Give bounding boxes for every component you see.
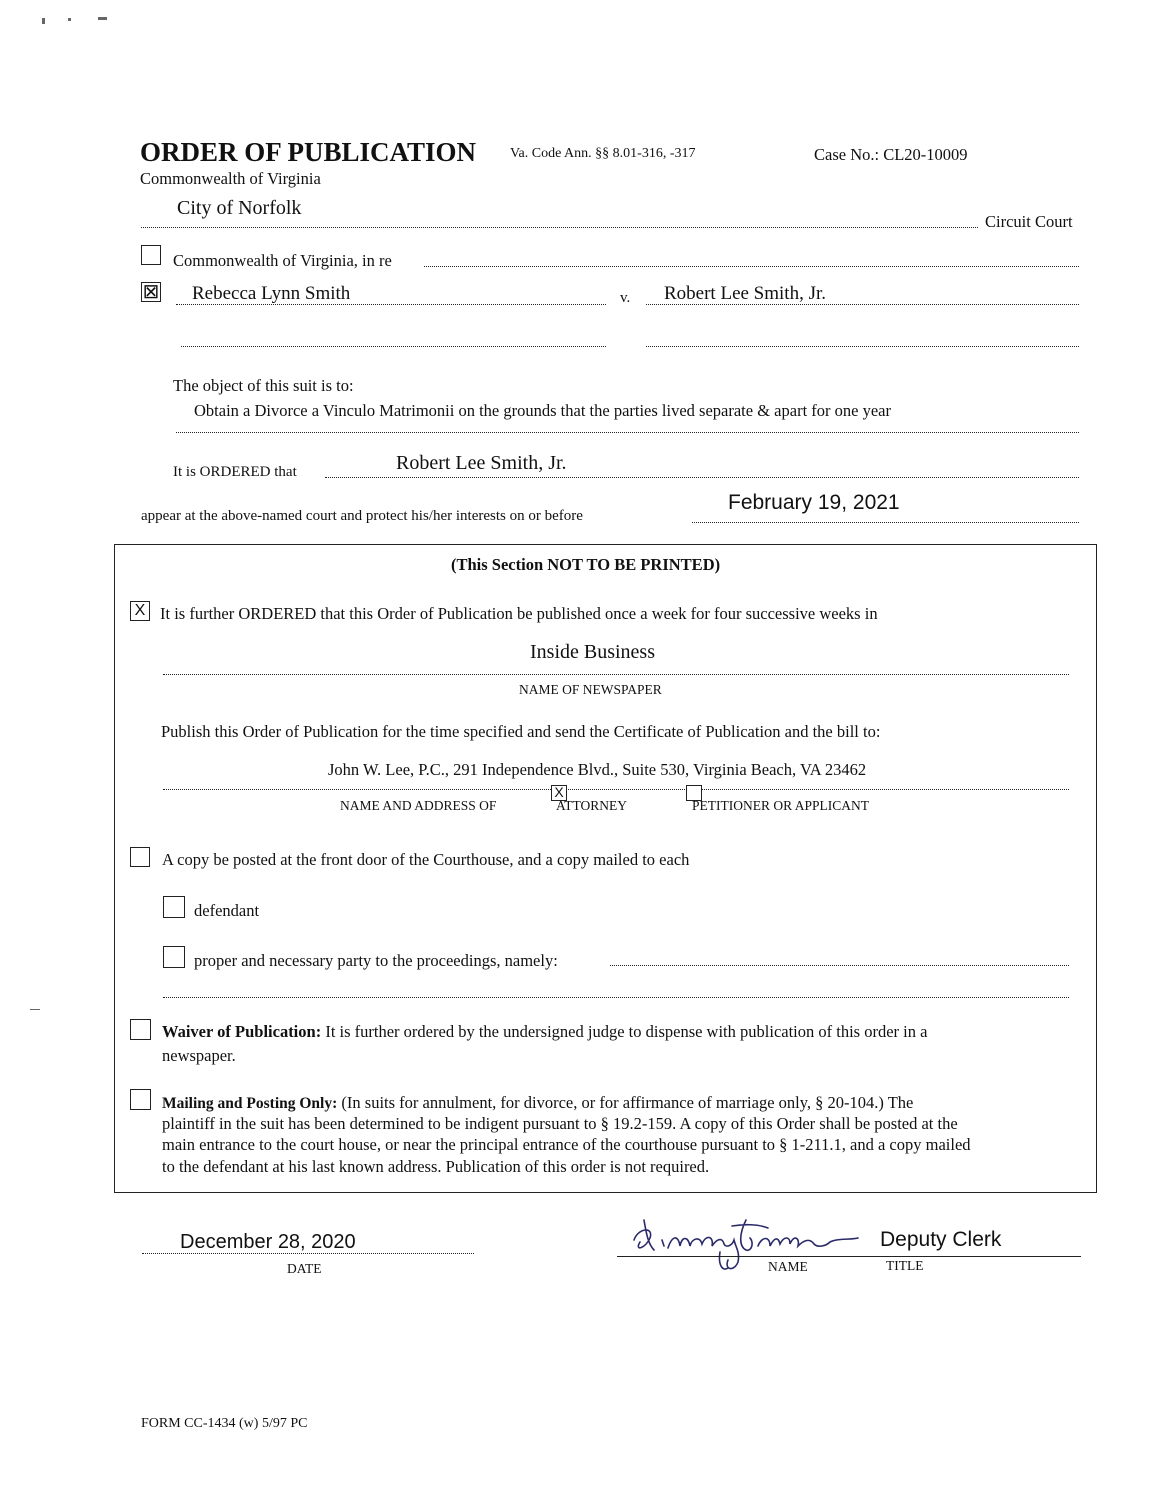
publish-checkbox[interactable]: X <box>130 601 150 621</box>
scan-speck <box>30 1009 40 1010</box>
posted-checkbox[interactable] <box>130 847 150 867</box>
defendant-label: defendant <box>194 901 260 920</box>
in-re-line <box>424 266 1079 267</box>
publish-text: It is further ORDERED that this Order of Publication be published once a week for four successive weeks in <box>160 604 878 623</box>
appear-date[interactable]: February 19, 2021 <box>728 491 900 514</box>
form-id: FORM CC-1434 (w) 5/97 PC <box>141 1416 308 1431</box>
send-text: Publish this Order of Publication for the time specified and send the Certificate of Publication and the bill to: <box>161 722 881 741</box>
clerk-title[interactable]: Deputy Clerk <box>880 1228 1002 1251</box>
attorney-checkbox[interactable]: X <box>551 785 567 801</box>
mailing-line-4: to the defendant at his last known address. Publication of this order is not required. <box>162 1157 710 1176</box>
mailing-line-3: main entrance to the court house, or near the principal entrance of the courthouse pursuant to § 1-211.1, and a copy mailed <box>162 1135 971 1154</box>
posted-text: A copy be posted at the front door of the Courthouse, and a copy mailed to each <box>162 850 690 869</box>
appear-text: appear at the above-named court and protect his/her interests on or before <box>141 508 583 524</box>
defendant-checkbox[interactable] <box>163 896 185 918</box>
mailing-title: Mailing and Posting Only: <box>162 1095 338 1112</box>
title-caption: TITLE <box>886 1258 924 1273</box>
mailing-text-1: (In suits for annulment, for divorce, or for affirmance of marriage only, § 20-104.) The <box>341 1093 914 1112</box>
object-label: The object of this suit is to: <box>173 376 354 395</box>
versus-label: v. <box>620 290 631 306</box>
waiver-text: It is further ordered by the undersigned judge to dispense with publication of this order in a <box>325 1022 928 1041</box>
mailing-checkbox[interactable] <box>130 1089 151 1110</box>
locality-line <box>141 227 978 228</box>
party-line[interactable] <box>610 965 1069 966</box>
waiver-title: Waiver of Publication: <box>162 1022 322 1041</box>
case-label: Case No.: <box>814 145 880 164</box>
case-number <box>814 145 968 165</box>
attorney-address[interactable]: John W. Lee, P.C., 291 Independence Blvd., Suite 530, Virginia Beach, VA 23462 <box>328 760 867 779</box>
defendant-line-2[interactable] <box>646 346 1079 347</box>
newspaper-name[interactable]: Inside Business <box>530 641 655 663</box>
waiver-checkbox[interactable] <box>130 1019 151 1040</box>
object-text[interactable]: Obtain a Divorce a Vinculo Matrimonii on the grounds that the parties lived separate & apart for one year <box>194 401 891 420</box>
plaintiff-name[interactable]: Rebecca Lynn Smith <box>192 283 351 304</box>
locality-value[interactable]: City of Norfolk <box>177 197 302 219</box>
petitioner-label: PETITIONER OR APPLICANT <box>692 798 870 813</box>
case-number-value: CL20-10009 <box>883 145 968 164</box>
ordered-label: It is ORDERED that <box>173 464 297 480</box>
name-caption: NAME <box>768 1259 808 1274</box>
date-caption: DATE <box>287 1261 322 1276</box>
in-re-checkbox[interactable] <box>141 245 161 265</box>
party-line-2[interactable] <box>163 997 1069 998</box>
name-line <box>617 1256 1081 1257</box>
defendant-name[interactable]: Robert Lee Smith, Jr. <box>664 283 827 304</box>
code-reference: Va. Code Ann. §§ 8.01-316, -317 <box>510 146 696 161</box>
form-title: ORDER OF PUBLICATION <box>140 137 477 167</box>
newspaper-line <box>163 674 1069 675</box>
versus-checkbox[interactable]: ⊠ <box>142 281 160 303</box>
section-header: (This Section NOT TO BE PRINTED) <box>451 555 721 574</box>
clerk-signature-image <box>628 1206 864 1276</box>
mailing-line-1 <box>162 1093 913 1113</box>
newspaper-caption: NAME OF NEWSPAPER <box>519 682 662 697</box>
mailing-line-2: plaintiff in the suit has been determined to be indigent pursuant to § 19.2-159. A copy of this Order shall be posted at the <box>162 1114 958 1133</box>
party-label: proper and necessary party to the proceedings, namely: <box>194 951 558 970</box>
ordered-name[interactable]: Robert Lee Smith, Jr. <box>396 452 567 474</box>
defendant-line <box>646 304 1079 305</box>
signature-date[interactable]: December 28, 2020 <box>180 1231 356 1253</box>
attorney-label: ATTORNEY <box>556 798 628 813</box>
court-type: Circuit Court <box>985 212 1073 231</box>
plaintiff-line <box>176 304 606 305</box>
appear-line <box>692 522 1079 523</box>
object-line <box>176 432 1079 433</box>
waiver-line-1 <box>162 1022 927 1042</box>
state-name: Commonwealth of Virginia <box>140 169 321 188</box>
scan-speck <box>42 18 45 24</box>
plaintiff-line-2[interactable] <box>181 346 606 347</box>
in-re-label: Commonwealth of Virginia, in re <box>173 251 392 270</box>
date-line <box>142 1253 474 1254</box>
scan-speck <box>98 17 107 20</box>
party-checkbox[interactable] <box>163 946 185 968</box>
address-caption: NAME AND ADDRESS OF <box>340 798 497 813</box>
ordered-line <box>325 477 1079 478</box>
address-line <box>163 789 1069 790</box>
waiver-line-2: newspaper. <box>162 1046 236 1065</box>
scan-speck <box>68 18 71 21</box>
